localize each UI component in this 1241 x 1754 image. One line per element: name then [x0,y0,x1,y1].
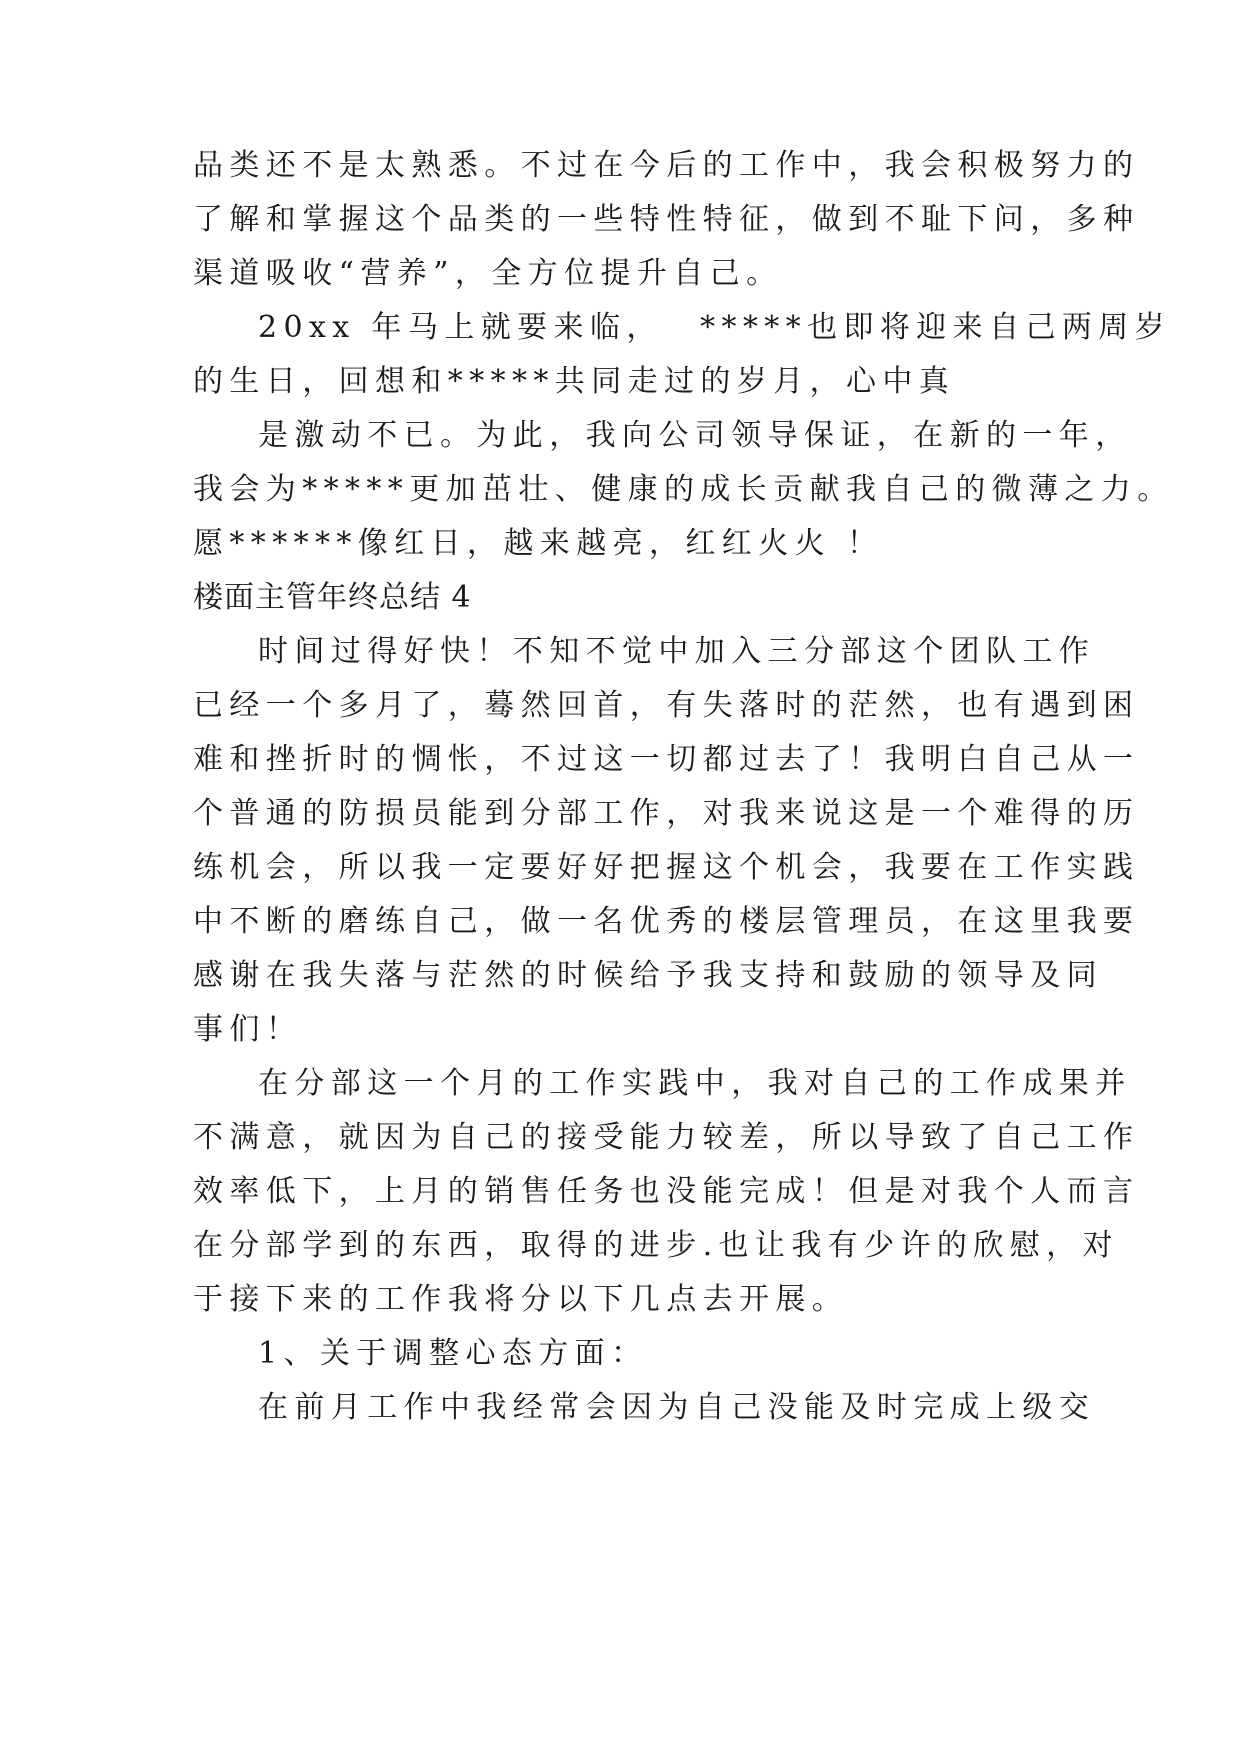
text-line: 已经一个多月了，蓦然回首，有失落时的茫然，也有遇到困 [193,688,1140,723]
text-line: 在分部学到的东西，取得的进步.也让我有少许的欣慰，对 [193,1228,1119,1263]
text-line: 20xx 年马上就要来临， *****也即将迎来自己两周岁 [258,310,1172,345]
text-line: 了解和掌握这个品类的一些特性特征，做到不耻下问，多种 [193,202,1140,237]
text-line: 我会为*****更加茁壮、健康的成长贡献我自己的微薄之力。 [193,472,1174,507]
text-line: 中不断的磨练自己，做一名优秀的楼层管理员，在这里我要 [193,904,1140,939]
text-line: 1、关于调整心态方面： [258,1336,648,1371]
text-line: 事们！ [193,1012,303,1047]
text-line: 效率低下，上月的销售任务也没能完成！但是对我个人而言 [193,1174,1140,1209]
text-line: 品类还不是太熟悉。不过在今后的工作中，我会积极努力的 [193,148,1140,183]
text-line: 在前月工作中我经常会因为自己没能及时完成上级交 [258,1390,1096,1425]
text-line: 个普通的防损员能到分部工作，对我来说这是一个难得的历 [193,796,1140,831]
text-line: 难和挫折时的惆怅，不过这一切都过去了！我明白自己从一 [193,742,1140,777]
text-line: 是激动不已。为此，我向公司领导保证，在新的一年， [258,418,1132,453]
text-line: 感谢在我失落与茫然的时候给予我支持和鼓励的领导及同 [193,958,1103,993]
text-line: 在分部这一个月的工作实践中，我对自己的工作成果并 [258,1066,1132,1101]
text-line: 时间过得好快！不知不觉中加入三分部这个团队工作 [258,634,1096,669]
text-line: 渠道吸收“营养”，全方位提升自己。 [193,256,783,291]
text-line: 愿******像红日，越来越亮，红红火火 ！ [193,526,884,561]
text-line: 的生日，回想和*****共同走过的岁月，心中真 [193,364,956,399]
section-heading: 楼面主管年终总结 4 [193,580,472,615]
text-line: 于接下来的工作我将分以下几点去开展。 [193,1282,849,1317]
text-line: 练机会，所以我一定要好好把握这个机会，我要在工作实践 [193,850,1140,885]
text-line: 不满意，就因为自己的接受能力较差，所以导致了自己工作 [193,1120,1140,1155]
